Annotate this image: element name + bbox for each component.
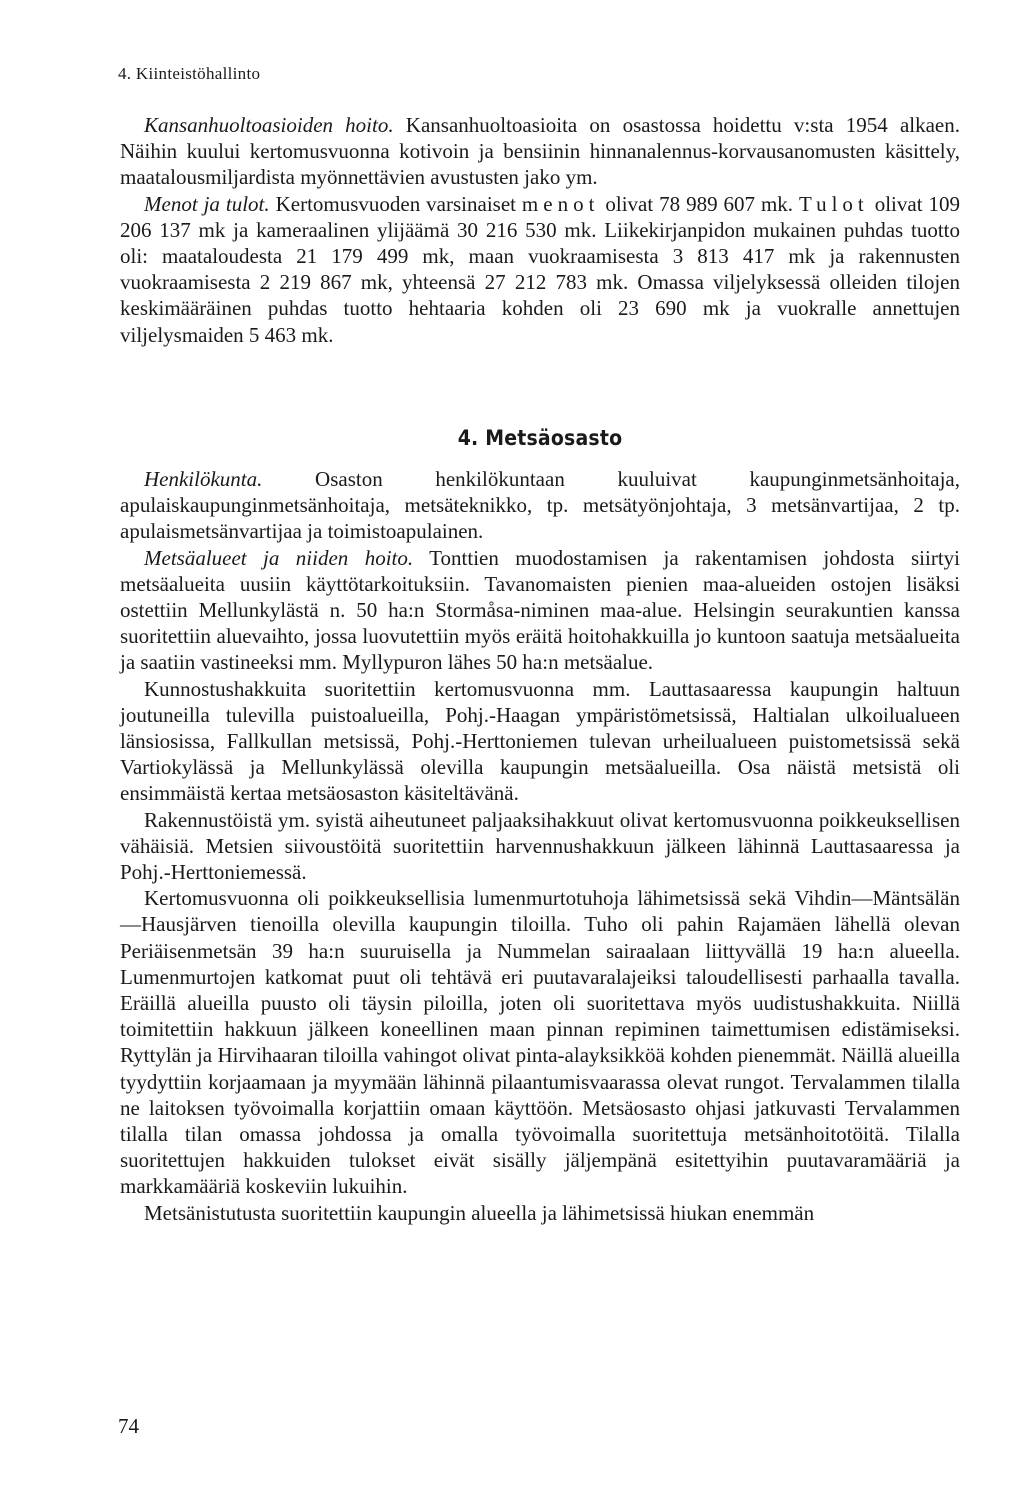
paragraph-lead: Metsäalueet ja niiden hoito. [144, 545, 414, 570]
spaced-word-tulot: Tulot [799, 191, 869, 216]
running-head: 4. Kiinteistöhallinto [118, 64, 261, 83]
paragraph-body: Tonttien muodostamisen ja rakentamisen johdosta siirtyi metsäalueita uusiin käyttötarkoituksiin. Tavanomaisten pienien maa-alueiden ostojen lisäksi ostettiin Mellunkylästä n. 50 ha:n Stormåsa-niminen maa-alue. Helsingin seurakuntien kanssa suoritettiin aluevaihto, jossa luovutettiin myös eräitä hoitohakkuilla jo kuntoon saatuja metsäalueita ja saatiin vastineeksi mm. Myllypuron lähes 50 ha:n metsäalue. [120, 545, 961, 675]
section-metsaosasto-text [120, 466, 960, 1226]
paragraph-menot-tulot [120, 191, 960, 348]
paragraph-body: Kertomusvuoden varsinaiset [269, 191, 522, 216]
paragraph-body: olivat 109 206 137 mk ja kameraalinen ylijäämä 30 216 530 mk. Liikekirjanpidon mukainen puhdas tuotto oli: maataloudesta 21 179 499 mk, maan vuokraamisesta 3 813 417 mk ja rakennusten vuokraamisesta 2 219 867 mk, yhteensä 27 212 783 mk. Omassa viljelyksessä olleiden tilojen keskimääräinen puhdas tuotto hehtaaria kohden oli 23 690 mk ja vuokralle annettujen viljelysmaiden 5 463 mk. [120, 191, 960, 347]
page-number: 74 [118, 1414, 139, 1438]
paragraph-body: olivat 78 989 607 mk. [599, 191, 799, 216]
spaced-word-menot: menot [521, 191, 600, 216]
paragraph-metsaalueet [120, 545, 960, 676]
paragraph-lead: Kansanhuoltoasioiden hoito. [144, 113, 394, 137]
paragraph-henkilokunta [120, 466, 960, 545]
paragraph-paljaaksihakkuut: Rakennustöistä ym. syistä aiheutuneet paljaaksihakkuut olivat kertomusvuonna poikkeuksellisen vähäisiä. Metsien siivoustöitä suoritettiin harvennushakkuun jälkeen lähinnä Lauttasaaressa ja Pohj.-Herttoniemessä. [120, 807, 960, 885]
paragraph-lead: Henkilökunta. [144, 467, 263, 491]
section-heading: 4. Metsäosasto [457, 426, 623, 450]
paragraph-kansanhuolto [120, 112, 960, 191]
paragraph-lead: Menot ja tulot. [144, 191, 270, 216]
paragraph-lumenmurtotuhot: Kertomusvuonna oli poikkeuksellisia lumenmurtotuhoja lähimetsissä sekä Vihdin—Mäntsälän—Hausjärven tienoilla olevilla kaupungin tiloilla. Tuho oli pahin Rajamäen lähellä olevan Periäisenmetsän 39 ha:n suuruisella ja Nummelan sairaalaan liittyvällä 19 ha:n alueella. Lumenmurtojen katkomat puut oli tehtävä eri puutavaralajeiksi taloudellisesti parhaalla tavalla. Eräillä alueilla puusto oli täysin piloilla, joten oli suoritettava myös uudistushakkuita. Niillä toimitettiin hakkuun jälkeen koneellinen maan pinnan repiminen taimettumisen edistämiseksi. Ryttylän ja Hirvihaaran tiloilla vahingot olivat pinta-alayksikköä kohden pienemmät. Näillä alueilla tyydyttiin korjaamaan ja myymään lähinnä pilaantumisvaarassa olevat rungot. Tervalammen tilalla ne laitoksen työvoimalla korjattiin omaan käyttöön. Metsäosasto ohjasi jatkuvasti Tervalammen tilalla tilan omassa johdossa ja omalla työvoimalla suoritettuja metsänhoitotöitä. Tilalla suoritettujen hakkuiden tulokset eivät sisälly jäljempänä esitettyihin puutavaramääriä ja markkamääriä koskeviin lukuihin. [120, 886, 960, 1199]
paragraph-body: Osaston henkilökuntaan kuuluivat kaupunginmetsänhoitaja, apulaiskaupunginmetsänhoitaja, metsäteknikko, tp. metsätyönjohtaja, 3 metsänvartijaa, 2 tp. apulaismetsänvartijaa ja toimistoapulainen. [120, 467, 960, 544]
section-kiinteisto-text [120, 112, 960, 348]
paragraph-metsanistutus: Metsänistutusta suoritettiin kaupungin alueella ja lähimetsissä hiukan enemmän [144, 1200, 815, 1225]
paragraph-body: Kansanhuoltoasioita on osastossa hoidettu v:sta 1954 alkaen. Näihin kuului kertomusvuonna kotivoin ja bensiinin hinnanalennus-korvausanomusten käsittely, maatalousmiljardista myönnettävien avustusten jako ym. [120, 113, 960, 190]
paragraph-kunnostushakkuut: Kunnostushakkuita suoritettiin kertomusvuonna mm. Lauttasaaressa kaupungin haltuun joutuneilla tulevilla puistoalueilla, Pohj.-Haagan ympäristömetsissä, Haltialan ulkoilualueen länsiosissa, Fallkullan metsissä, Pohj.-Herttoniemen tulevan urheilualueen puistometsissä sekä Vartiokylässä ja Mellunkylässä olevilla kaupungin metsäalueilla. Osa näistä metsistä oli ensimmäistä kertaa metsäosaston käsiteltävänä. [120, 676, 960, 806]
